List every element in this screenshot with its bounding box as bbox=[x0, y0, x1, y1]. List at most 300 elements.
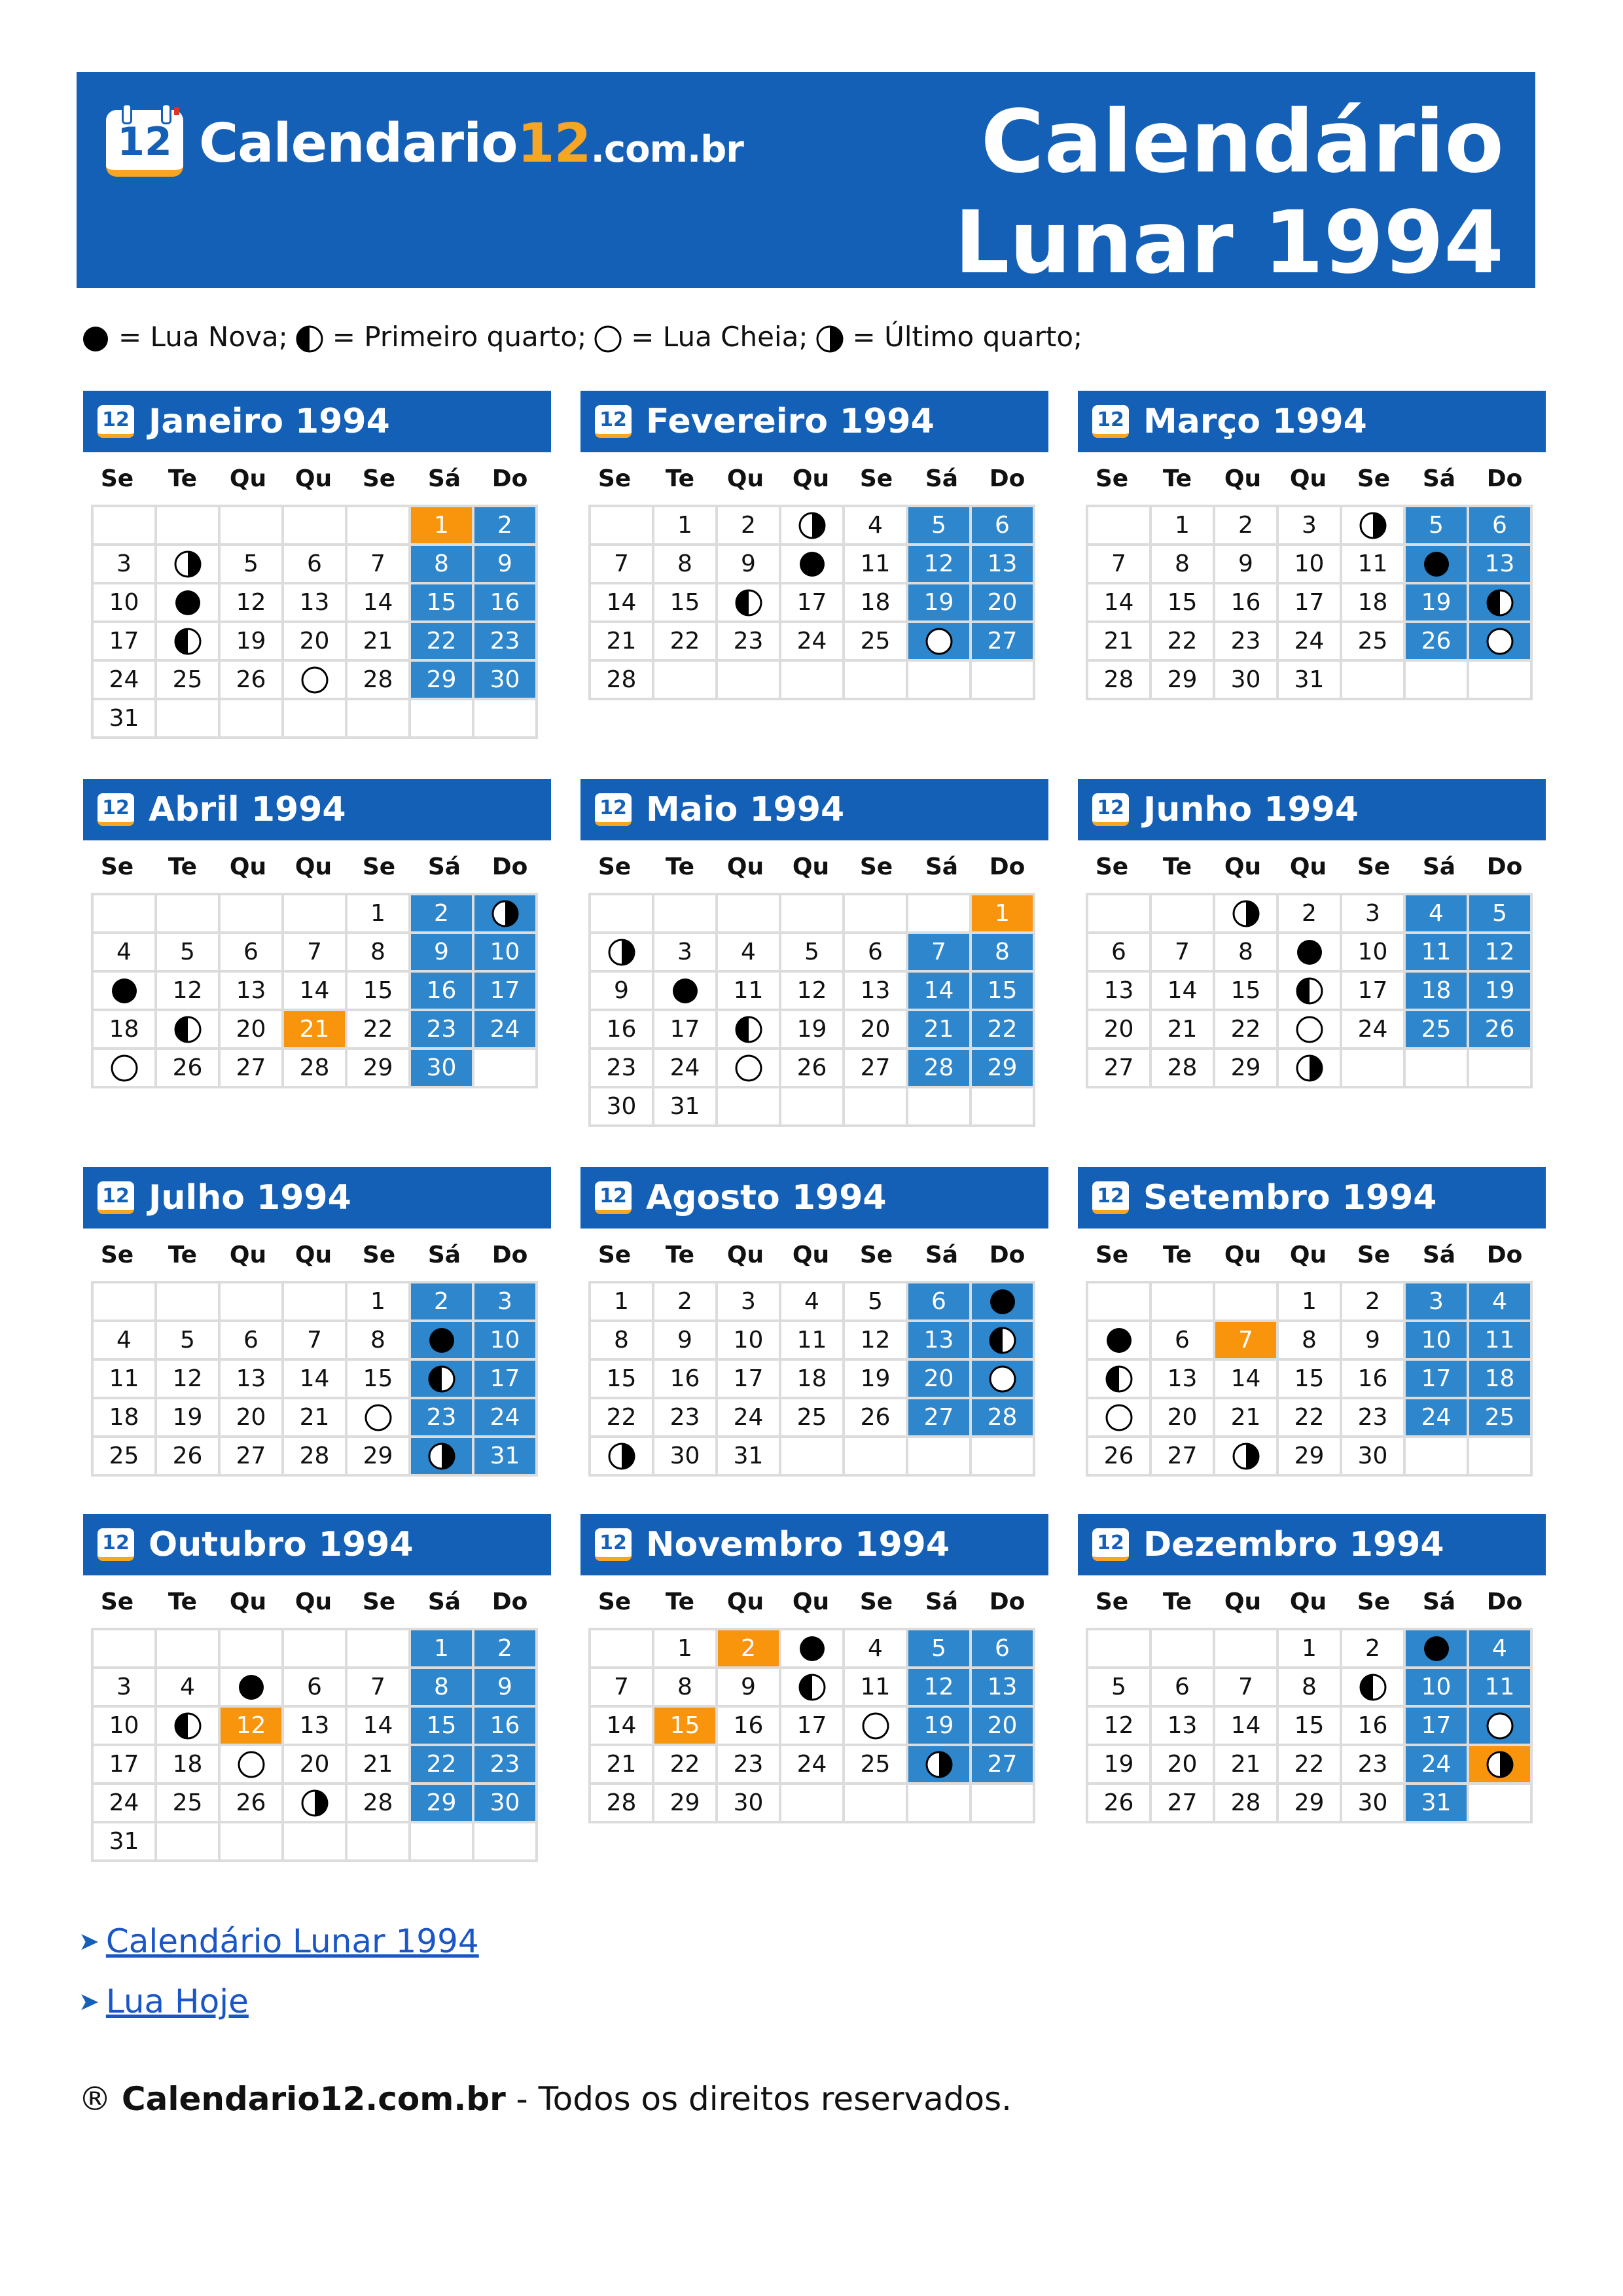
day-cell[interactable]: 18 bbox=[844, 583, 907, 622]
day-cell[interactable] bbox=[780, 1668, 844, 1706]
day-cell[interactable]: 12 bbox=[844, 1321, 907, 1359]
day-cell[interactable]: 12 bbox=[1087, 1706, 1150, 1745]
day-cell[interactable]: 26 bbox=[219, 660, 283, 699]
day-cell[interactable]: 24 bbox=[473, 1010, 537, 1049]
day-cell[interactable]: 27 bbox=[907, 1398, 971, 1437]
day-cell[interactable]: 18 bbox=[156, 1745, 219, 1784]
day-cell[interactable]: 30 bbox=[473, 660, 537, 699]
day-cell[interactable]: 16 bbox=[590, 1010, 653, 1049]
day-cell[interactable] bbox=[473, 894, 537, 933]
day-cell[interactable]: 13 bbox=[971, 1668, 1034, 1706]
day-cell[interactable] bbox=[1087, 1359, 1150, 1398]
day-cell[interactable] bbox=[1214, 1437, 1277, 1475]
day-cell[interactable]: 15 bbox=[346, 971, 410, 1010]
day-cell[interactable]: 25 bbox=[1341, 622, 1404, 660]
day-cell[interactable]: 16 bbox=[1214, 583, 1277, 622]
day-cell[interactable]: 6 bbox=[907, 1282, 971, 1321]
day-cell[interactable]: 9 bbox=[717, 1668, 780, 1706]
day-cell[interactable]: 20 bbox=[907, 1359, 971, 1398]
day-cell[interactable]: 15 bbox=[653, 583, 717, 622]
day-cell[interactable]: 20 bbox=[283, 622, 346, 660]
day-cell[interactable] bbox=[907, 1745, 971, 1784]
day-cell[interactable]: 3 bbox=[1277, 506, 1341, 545]
day-cell[interactable]: 9 bbox=[473, 545, 537, 583]
day-cell[interactable]: 12 bbox=[219, 1706, 283, 1745]
day-cell[interactable]: 9 bbox=[653, 1321, 717, 1359]
day-cell[interactable]: 25 bbox=[780, 1398, 844, 1437]
day-cell[interactable]: 23 bbox=[410, 1010, 473, 1049]
day-cell[interactable]: 17 bbox=[473, 971, 537, 1010]
day-cell[interactable]: 11 bbox=[844, 545, 907, 583]
day-cell[interactable]: 15 bbox=[590, 1359, 653, 1398]
day-cell[interactable] bbox=[717, 1010, 780, 1049]
day-cell[interactable]: 1 bbox=[1277, 1282, 1341, 1321]
day-cell[interactable]: 17 bbox=[780, 583, 844, 622]
day-cell[interactable]: 1 bbox=[346, 894, 410, 933]
day-cell[interactable]: 5 bbox=[907, 1629, 971, 1668]
day-cell[interactable]: 24 bbox=[1277, 622, 1341, 660]
day-cell[interactable]: 14 bbox=[283, 971, 346, 1010]
day-cell[interactable]: 17 bbox=[1277, 583, 1341, 622]
day-cell[interactable]: 16 bbox=[410, 971, 473, 1010]
day-cell[interactable]: 29 bbox=[1214, 1049, 1277, 1087]
day-cell[interactable]: 10 bbox=[473, 1321, 537, 1359]
day-cell[interactable]: 29 bbox=[346, 1437, 410, 1475]
day-cell[interactable]: 9 bbox=[1341, 1321, 1404, 1359]
day-cell[interactable] bbox=[1277, 1010, 1341, 1049]
day-cell[interactable]: 8 bbox=[1277, 1668, 1341, 1706]
day-cell[interactable]: 19 bbox=[780, 1010, 844, 1049]
day-cell[interactable]: 17 bbox=[780, 1706, 844, 1745]
day-cell[interactable]: 1 bbox=[1150, 506, 1214, 545]
day-cell[interactable]: 17 bbox=[473, 1359, 537, 1398]
day-cell[interactable] bbox=[410, 1321, 473, 1359]
day-cell[interactable]: 27 bbox=[219, 1049, 283, 1087]
day-cell[interactable]: 12 bbox=[219, 583, 283, 622]
day-cell[interactable]: 14 bbox=[346, 583, 410, 622]
day-cell[interactable] bbox=[92, 1049, 156, 1087]
day-cell[interactable]: 28 bbox=[1214, 1784, 1277, 1822]
day-cell[interactable]: 31 bbox=[717, 1437, 780, 1475]
day-cell[interactable]: 23 bbox=[590, 1049, 653, 1087]
day-cell[interactable]: 17 bbox=[717, 1359, 780, 1398]
day-cell[interactable]: 10 bbox=[92, 1706, 156, 1745]
day-cell[interactable]: 28 bbox=[590, 1784, 653, 1822]
day-cell[interactable]: 23 bbox=[717, 622, 780, 660]
day-cell[interactable] bbox=[780, 506, 844, 545]
day-cell[interactable]: 21 bbox=[1214, 1398, 1277, 1437]
day-cell[interactable] bbox=[410, 1359, 473, 1398]
day-cell[interactable]: 8 bbox=[346, 1321, 410, 1359]
day-cell[interactable]: 8 bbox=[410, 545, 473, 583]
day-cell[interactable]: 24 bbox=[653, 1049, 717, 1087]
day-cell[interactable]: 24 bbox=[1404, 1398, 1468, 1437]
day-cell[interactable]: 8 bbox=[653, 1668, 717, 1706]
day-cell[interactable]: 24 bbox=[717, 1398, 780, 1437]
day-cell[interactable]: 18 bbox=[92, 1398, 156, 1437]
day-cell[interactable] bbox=[971, 1321, 1034, 1359]
day-cell[interactable]: 29 bbox=[653, 1784, 717, 1822]
day-cell[interactable]: 11 bbox=[1468, 1321, 1531, 1359]
day-cell[interactable]: 27 bbox=[971, 622, 1034, 660]
day-cell[interactable]: 13 bbox=[283, 583, 346, 622]
day-cell[interactable]: 11 bbox=[844, 1668, 907, 1706]
day-cell[interactable]: 14 bbox=[1214, 1359, 1277, 1398]
day-cell[interactable]: 24 bbox=[1404, 1745, 1468, 1784]
day-cell[interactable]: 13 bbox=[971, 545, 1034, 583]
day-cell[interactable]: 7 bbox=[590, 1668, 653, 1706]
day-cell[interactable]: 4 bbox=[1468, 1282, 1531, 1321]
day-cell[interactable]: 9 bbox=[590, 971, 653, 1010]
day-cell[interactable]: 30 bbox=[590, 1087, 653, 1126]
day-cell[interactable]: 29 bbox=[346, 1049, 410, 1087]
day-cell[interactable]: 15 bbox=[1150, 583, 1214, 622]
day-cell[interactable]: 23 bbox=[717, 1745, 780, 1784]
day-cell[interactable]: 21 bbox=[1214, 1745, 1277, 1784]
day-cell[interactable]: 21 bbox=[907, 1010, 971, 1049]
day-cell[interactable]: 7 bbox=[346, 545, 410, 583]
day-cell[interactable]: 26 bbox=[780, 1049, 844, 1087]
day-cell[interactable]: 29 bbox=[1277, 1784, 1341, 1822]
day-cell[interactable]: 4 bbox=[1404, 894, 1468, 933]
day-cell[interactable]: 6 bbox=[971, 1629, 1034, 1668]
day-cell[interactable]: 26 bbox=[156, 1049, 219, 1087]
day-cell[interactable]: 1 bbox=[653, 506, 717, 545]
day-cell[interactable]: 23 bbox=[473, 622, 537, 660]
day-cell[interactable] bbox=[1087, 1398, 1150, 1437]
day-cell[interactable]: 12 bbox=[156, 971, 219, 1010]
day-cell[interactable]: 30 bbox=[1341, 1784, 1404, 1822]
day-cell[interactable] bbox=[346, 1398, 410, 1437]
day-cell[interactable]: 16 bbox=[717, 1706, 780, 1745]
day-cell[interactable] bbox=[1087, 1321, 1150, 1359]
day-cell[interactable]: 27 bbox=[1150, 1784, 1214, 1822]
day-cell[interactable]: 18 bbox=[92, 1010, 156, 1049]
day-cell[interactable]: 8 bbox=[346, 933, 410, 971]
day-cell[interactable]: 28 bbox=[971, 1398, 1034, 1437]
day-cell[interactable] bbox=[156, 1010, 219, 1049]
day-cell[interactable]: 8 bbox=[653, 545, 717, 583]
day-cell[interactable]: 28 bbox=[346, 660, 410, 699]
day-cell[interactable]: 30 bbox=[717, 1784, 780, 1822]
day-cell[interactable]: 7 bbox=[346, 1668, 410, 1706]
day-cell[interactable]: 6 bbox=[1150, 1668, 1214, 1706]
day-cell[interactable]: 25 bbox=[844, 1745, 907, 1784]
day-cell[interactable]: 18 bbox=[1468, 1359, 1531, 1398]
day-cell[interactable]: 18 bbox=[780, 1359, 844, 1398]
day-cell[interactable] bbox=[156, 622, 219, 660]
day-cell[interactable]: 14 bbox=[907, 971, 971, 1010]
day-cell[interactable]: 20 bbox=[971, 1706, 1034, 1745]
day-cell[interactable]: 5 bbox=[219, 545, 283, 583]
day-cell[interactable]: 4 bbox=[156, 1668, 219, 1706]
day-cell[interactable]: 25 bbox=[92, 1437, 156, 1475]
day-cell[interactable] bbox=[780, 545, 844, 583]
day-cell[interactable]: 6 bbox=[283, 1668, 346, 1706]
day-cell[interactable]: 21 bbox=[346, 1745, 410, 1784]
day-cell[interactable]: 22 bbox=[410, 622, 473, 660]
day-cell[interactable]: 27 bbox=[1087, 1049, 1150, 1087]
day-cell[interactable]: 13 bbox=[283, 1706, 346, 1745]
day-cell[interactable]: 22 bbox=[1214, 1010, 1277, 1049]
day-cell[interactable]: 15 bbox=[410, 583, 473, 622]
day-cell[interactable]: 4 bbox=[1468, 1629, 1531, 1668]
day-cell[interactable] bbox=[1277, 1049, 1341, 1087]
day-cell[interactable] bbox=[283, 1784, 346, 1822]
day-cell[interactable]: 19 bbox=[1404, 583, 1468, 622]
day-cell[interactable] bbox=[844, 1706, 907, 1745]
day-cell[interactable]: 14 bbox=[283, 1359, 346, 1398]
day-cell[interactable]: 4 bbox=[780, 1282, 844, 1321]
day-cell[interactable]: 2 bbox=[1341, 1629, 1404, 1668]
day-cell[interactable]: 23 bbox=[410, 1398, 473, 1437]
day-cell[interactable] bbox=[1341, 506, 1404, 545]
site-logo[interactable] bbox=[106, 110, 743, 177]
day-cell[interactable] bbox=[92, 971, 156, 1010]
day-cell[interactable]: 21 bbox=[590, 622, 653, 660]
day-cell[interactable]: 30 bbox=[653, 1437, 717, 1475]
day-cell[interactable]: 28 bbox=[1150, 1049, 1214, 1087]
day-cell[interactable]: 19 bbox=[1468, 971, 1531, 1010]
day-cell[interactable]: 18 bbox=[1341, 583, 1404, 622]
day-cell[interactable] bbox=[410, 1437, 473, 1475]
day-cell[interactable]: 2 bbox=[410, 894, 473, 933]
day-cell[interactable]: 12 bbox=[156, 1359, 219, 1398]
day-cell[interactable]: 22 bbox=[653, 1745, 717, 1784]
day-cell[interactable]: 20 bbox=[844, 1010, 907, 1049]
day-cell[interactable]: 24 bbox=[780, 622, 844, 660]
day-cell[interactable]: 22 bbox=[410, 1745, 473, 1784]
day-cell[interactable]: 11 bbox=[1341, 545, 1404, 583]
day-cell[interactable]: 7 bbox=[1087, 545, 1150, 583]
day-cell[interactable] bbox=[971, 1282, 1034, 1321]
day-cell[interactable]: 23 bbox=[1341, 1745, 1404, 1784]
day-cell[interactable]: 20 bbox=[219, 1010, 283, 1049]
day-cell[interactable]: 21 bbox=[1150, 1010, 1214, 1049]
day-cell[interactable]: 26 bbox=[844, 1398, 907, 1437]
day-cell[interactable]: 12 bbox=[1468, 933, 1531, 971]
day-cell[interactable] bbox=[780, 1629, 844, 1668]
day-cell[interactable]: 16 bbox=[473, 1706, 537, 1745]
day-cell[interactable]: 20 bbox=[1150, 1745, 1214, 1784]
day-cell[interactable]: 5 bbox=[907, 506, 971, 545]
day-cell[interactable] bbox=[590, 1437, 653, 1475]
day-cell[interactable]: 14 bbox=[590, 583, 653, 622]
day-cell[interactable]: 17 bbox=[92, 622, 156, 660]
day-cell[interactable]: 8 bbox=[1277, 1321, 1341, 1359]
day-cell[interactable]: 21 bbox=[283, 1398, 346, 1437]
day-cell[interactable]: 1 bbox=[590, 1282, 653, 1321]
day-cell[interactable]: 6 bbox=[219, 1321, 283, 1359]
day-cell[interactable]: 28 bbox=[346, 1784, 410, 1822]
day-cell[interactable]: 20 bbox=[1150, 1398, 1214, 1437]
day-cell[interactable]: 21 bbox=[283, 1010, 346, 1049]
day-cell[interactable]: 21 bbox=[1087, 622, 1150, 660]
day-cell[interactable]: 25 bbox=[844, 622, 907, 660]
day-cell[interactable]: 27 bbox=[844, 1049, 907, 1087]
day-cell[interactable]: 11 bbox=[780, 1321, 844, 1359]
day-cell[interactable]: 23 bbox=[653, 1398, 717, 1437]
day-cell[interactable]: 25 bbox=[156, 660, 219, 699]
day-cell[interactable]: 1 bbox=[653, 1629, 717, 1668]
day-cell[interactable]: 3 bbox=[92, 545, 156, 583]
day-cell[interactable]: 27 bbox=[971, 1745, 1034, 1784]
day-cell[interactable]: 22 bbox=[653, 622, 717, 660]
day-cell[interactable]: 31 bbox=[92, 1822, 156, 1861]
day-cell[interactable]: 6 bbox=[1087, 933, 1150, 971]
day-cell[interactable]: 13 bbox=[1087, 971, 1150, 1010]
day-cell[interactable]: 10 bbox=[92, 583, 156, 622]
day-cell[interactable]: 8 bbox=[410, 1668, 473, 1706]
day-cell[interactable]: 10 bbox=[717, 1321, 780, 1359]
day-cell[interactable]: 7 bbox=[1214, 1321, 1277, 1359]
day-cell[interactable]: 9 bbox=[410, 933, 473, 971]
day-cell[interactable]: 4 bbox=[844, 506, 907, 545]
day-cell[interactable]: 1 bbox=[346, 1282, 410, 1321]
day-cell[interactable]: 14 bbox=[590, 1706, 653, 1745]
day-cell[interactable]: 22 bbox=[1150, 622, 1214, 660]
day-cell[interactable]: 8 bbox=[590, 1321, 653, 1359]
day-cell[interactable]: 22 bbox=[971, 1010, 1034, 1049]
day-cell[interactable] bbox=[156, 583, 219, 622]
day-cell[interactable]: 28 bbox=[907, 1049, 971, 1087]
day-cell[interactable]: 23 bbox=[1341, 1398, 1404, 1437]
day-cell[interactable]: 20 bbox=[1087, 1010, 1150, 1049]
day-cell[interactable]: 2 bbox=[1277, 894, 1341, 933]
day-cell[interactable]: 1 bbox=[410, 1629, 473, 1668]
day-cell[interactable]: 15 bbox=[971, 971, 1034, 1010]
day-cell[interactable]: 6 bbox=[1150, 1321, 1214, 1359]
day-cell[interactable]: 26 bbox=[1468, 1010, 1531, 1049]
day-cell[interactable]: 6 bbox=[283, 545, 346, 583]
day-cell[interactable] bbox=[1468, 583, 1531, 622]
day-cell[interactable] bbox=[1468, 1745, 1531, 1784]
day-cell[interactable]: 21 bbox=[590, 1745, 653, 1784]
day-cell[interactable]: 16 bbox=[473, 583, 537, 622]
day-cell[interactable] bbox=[1277, 971, 1341, 1010]
day-cell[interactable]: 3 bbox=[717, 1282, 780, 1321]
link-lunar-calendar[interactable]: Calendário Lunar 1994 bbox=[105, 1922, 479, 1960]
day-cell[interactable]: 15 bbox=[346, 1359, 410, 1398]
day-cell[interactable]: 28 bbox=[283, 1437, 346, 1475]
day-cell[interactable]: 1 bbox=[971, 894, 1034, 933]
day-cell[interactable]: 1 bbox=[1277, 1629, 1341, 1668]
day-cell[interactable]: 16 bbox=[1341, 1706, 1404, 1745]
day-cell[interactable]: 14 bbox=[1150, 971, 1214, 1010]
day-cell[interactable]: 10 bbox=[1341, 933, 1404, 971]
day-cell[interactable] bbox=[1468, 1706, 1531, 1745]
day-cell[interactable]: 12 bbox=[907, 1668, 971, 1706]
day-cell[interactable] bbox=[1468, 622, 1531, 660]
day-cell[interactable]: 26 bbox=[1404, 622, 1468, 660]
day-cell[interactable]: 8 bbox=[1150, 545, 1214, 583]
day-cell[interactable] bbox=[1404, 1629, 1468, 1668]
day-cell[interactable]: 2 bbox=[717, 506, 780, 545]
day-cell[interactable]: 5 bbox=[156, 933, 219, 971]
day-cell[interactable]: 5 bbox=[844, 1282, 907, 1321]
day-cell[interactable]: 11 bbox=[717, 971, 780, 1010]
day-cell[interactable]: 13 bbox=[1150, 1359, 1214, 1398]
day-cell[interactable]: 2 bbox=[653, 1282, 717, 1321]
day-cell[interactable]: 24 bbox=[473, 1398, 537, 1437]
day-cell[interactable]: 17 bbox=[1341, 971, 1404, 1010]
day-cell[interactable]: 2 bbox=[1214, 506, 1277, 545]
day-cell[interactable]: 20 bbox=[971, 583, 1034, 622]
day-cell[interactable]: 6 bbox=[971, 506, 1034, 545]
day-cell[interactable]: 29 bbox=[410, 660, 473, 699]
day-cell[interactable]: 22 bbox=[1277, 1398, 1341, 1437]
day-cell[interactable]: 9 bbox=[1214, 545, 1277, 583]
day-cell[interactable]: 14 bbox=[1214, 1706, 1277, 1745]
day-cell[interactable] bbox=[219, 1668, 283, 1706]
day-cell[interactable] bbox=[971, 1359, 1034, 1398]
day-cell[interactable]: 11 bbox=[92, 1359, 156, 1398]
day-cell[interactable] bbox=[907, 622, 971, 660]
day-cell[interactable]: 22 bbox=[346, 1010, 410, 1049]
day-cell[interactable]: 13 bbox=[219, 1359, 283, 1398]
day-cell[interactable]: 30 bbox=[410, 1049, 473, 1087]
day-cell[interactable]: 24 bbox=[780, 1745, 844, 1784]
day-cell[interactable]: 19 bbox=[219, 622, 283, 660]
day-cell[interactable]: 20 bbox=[283, 1745, 346, 1784]
day-cell[interactable]: 24 bbox=[1341, 1010, 1404, 1049]
day-cell[interactable]: 19 bbox=[907, 1706, 971, 1745]
day-cell[interactable] bbox=[1341, 1668, 1404, 1706]
day-cell[interactable]: 3 bbox=[1341, 894, 1404, 933]
day-cell[interactable] bbox=[283, 660, 346, 699]
day-cell[interactable]: 20 bbox=[219, 1398, 283, 1437]
day-cell[interactable]: 5 bbox=[1404, 506, 1468, 545]
day-cell[interactable]: 4 bbox=[844, 1629, 907, 1668]
day-cell[interactable]: 1 bbox=[410, 506, 473, 545]
day-cell[interactable]: 10 bbox=[1404, 1668, 1468, 1706]
day-cell[interactable] bbox=[1404, 545, 1468, 583]
day-cell[interactable]: 19 bbox=[156, 1398, 219, 1437]
day-cell[interactable]: 13 bbox=[219, 971, 283, 1010]
day-cell[interactable]: 30 bbox=[1341, 1437, 1404, 1475]
day-cell[interactable]: 2 bbox=[717, 1629, 780, 1668]
day-cell[interactable]: 28 bbox=[1087, 660, 1150, 699]
day-cell[interactable]: 15 bbox=[1277, 1359, 1341, 1398]
day-cell[interactable]: 4 bbox=[92, 933, 156, 971]
day-cell[interactable]: 13 bbox=[844, 971, 907, 1010]
day-cell[interactable]: 19 bbox=[907, 583, 971, 622]
day-cell[interactable]: 18 bbox=[1404, 971, 1468, 1010]
day-cell[interactable]: 28 bbox=[283, 1049, 346, 1087]
day-cell[interactable]: 22 bbox=[1277, 1745, 1341, 1784]
day-cell[interactable]: 4 bbox=[717, 933, 780, 971]
day-cell[interactable]: 11 bbox=[1404, 933, 1468, 971]
day-cell[interactable] bbox=[219, 1745, 283, 1784]
day-cell[interactable]: 15 bbox=[1214, 971, 1277, 1010]
day-cell[interactable]: 26 bbox=[1087, 1437, 1150, 1475]
day-cell[interactable]: 22 bbox=[590, 1398, 653, 1437]
day-cell[interactable]: 15 bbox=[653, 1706, 717, 1745]
day-cell[interactable]: 10 bbox=[1277, 545, 1341, 583]
day-cell[interactable]: 28 bbox=[590, 660, 653, 699]
day-cell[interactable]: 2 bbox=[473, 1629, 537, 1668]
day-cell[interactable]: 31 bbox=[653, 1087, 717, 1126]
day-cell[interactable]: 6 bbox=[844, 933, 907, 971]
day-cell[interactable]: 24 bbox=[92, 660, 156, 699]
day-cell[interactable]: 13 bbox=[907, 1321, 971, 1359]
day-cell[interactable]: 8 bbox=[971, 933, 1034, 971]
day-cell[interactable] bbox=[653, 971, 717, 1010]
day-cell[interactable]: 4 bbox=[92, 1321, 156, 1359]
day-cell[interactable]: 31 bbox=[1277, 660, 1341, 699]
day-cell[interactable]: 5 bbox=[1087, 1668, 1150, 1706]
day-cell[interactable]: 8 bbox=[1214, 933, 1277, 971]
